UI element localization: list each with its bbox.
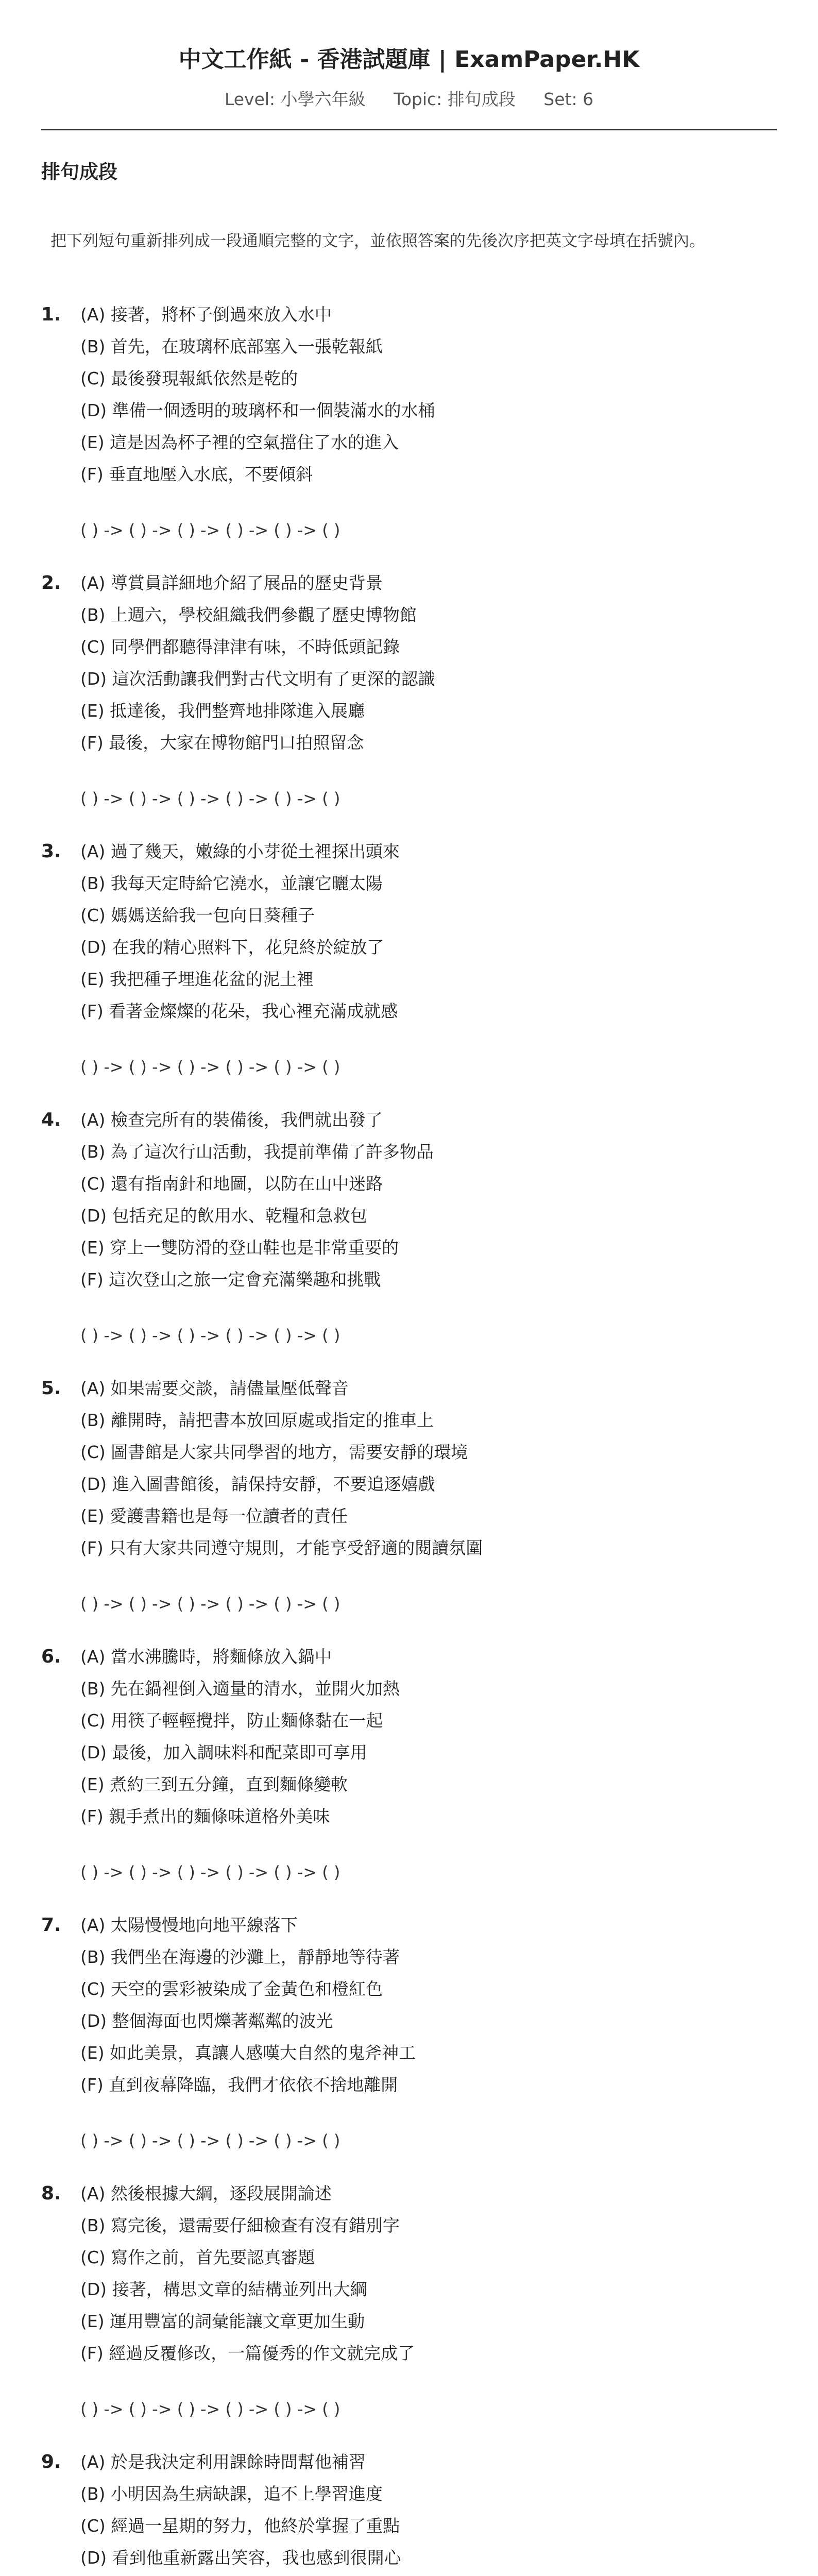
question-number: 7. [41, 1914, 61, 1936]
option-d: (D) 最後，加入調味料和配菜即可享用 [80, 1742, 367, 1762]
option-list [80, 2181, 415, 2373]
option-c: (C) 最後發現報紙依然是乾的 [80, 368, 298, 388]
option-b: (B) 為了這次行山活動，我提前準備了許多物品 [80, 1142, 434, 1162]
option-a: (A) 如果需要交談，請儘量壓低聲音 [80, 1378, 349, 1398]
option-e: (E) 抵達後，我們整齊地排隊進入展廳 [80, 701, 365, 721]
question-number: 5. [41, 1378, 61, 1399]
option-f: (F) 看著金燦燦的花朵，我心裡充滿成就感 [80, 1001, 398, 1021]
option-e: (E) 愛護書籍也是每一位讀者的責任 [80, 1506, 348, 1526]
question-number: 4. [41, 1109, 61, 1130]
option-d: (D) 準備一個透明的玻璃杯和一個裝滿水的水桶 [80, 400, 435, 420]
option-c: (C) 經過一星期的努力，他終於掌握了重點 [80, 2516, 400, 2536]
option-list [80, 302, 435, 494]
question-number: 8. [41, 2183, 61, 2204]
option-f: (F) 直到夜幕降臨，我們才依依不捨地離開 [80, 2075, 398, 2095]
option-a: (A) 然後根據大綱，逐段展開論述 [80, 2183, 332, 2204]
option-d: (D) 整個海面也閃爍著粼粼的波光 [80, 2011, 333, 2031]
question-number: 2. [41, 572, 61, 594]
option-e: (E) 穿上一雙防滑的登山鞋也是非常重要的 [80, 1238, 399, 1258]
option-d: (D) 看到他重新露出笑容，我也感到很開心 [80, 2548, 401, 2568]
option-f: (F) 這次登山之旅一定會充滿樂趣和挑戰 [80, 1269, 381, 1290]
option-b: (B) 先在鍋裡倒入適量的清水，並開火加熱 [80, 1679, 400, 1699]
option-a: (A) 過了幾天，嫩綠的小芽從土裡探出頭來 [80, 841, 400, 861]
option-e: (E) 這是因為杯子裡的空氣擋住了水的進入 [80, 432, 399, 452]
worksheet-header [41, 0, 777, 130]
section-instruction: 把下列短句重新排列成一段通順完整的文字，並依照答案的先後次序把英文字母填在括號內。 [50, 232, 705, 250]
option-e: (E) 我把種子埋進花盆的泥土裡 [80, 969, 314, 989]
option-b: (B) 首先，在玻璃杯底部塞入一張乾報紙 [80, 336, 383, 357]
option-d: (D) 在我的精心照料下，花兒終於綻放了 [80, 937, 384, 957]
worksheet-meta [41, 89, 777, 110]
option-e: (E) 運用豐富的詞彙能讓文章更加生動 [80, 2311, 365, 2331]
option-b: (B) 離開時，請把書本放回原處或指定的推車上 [80, 1410, 434, 1430]
option-d: (D) 接著，構思文章的結構並列出大綱 [80, 2279, 367, 2299]
answer-blanks[interactable]: ( ) -> ( ) -> ( ) -> ( ) -> ( ) -> ( ) [80, 520, 340, 540]
option-a: (A) 於是我決定利用課餘時間幫他補習 [80, 2452, 366, 2472]
answer-blanks[interactable]: ( ) -> ( ) -> ( ) -> ( ) -> ( ) -> ( ) [80, 1594, 340, 1614]
topic-label: Topic: 排句成段 [394, 89, 516, 109]
option-c: (C) 圖書館是大家共同學習的地方，需要安靜的環境 [80, 1442, 468, 1462]
option-list [80, 1376, 483, 1568]
option-c: (C) 寫作之前，首先要認真審題 [80, 2247, 315, 2267]
option-a: (A) 導賞員詳細地介紹了展品的歷史背景 [80, 573, 383, 593]
option-d: (D) 這次活動讓我們對古代文明有了更深的認識 [80, 669, 435, 689]
question-number: 9. [41, 2451, 61, 2472]
option-c: (C) 天空的雲彩被染成了金黃色和橙紅色 [80, 1979, 383, 1999]
option-d: (D) 包括充足的飲用水、乾糧和急救包 [80, 1206, 367, 1226]
option-f: (F) 垂直地壓入水底，不要傾斜 [80, 464, 313, 484]
option-c: (C) 還有指南針和地圖，以防在山中迷路 [80, 1174, 383, 1194]
answer-blanks[interactable]: ( ) -> ( ) -> ( ) -> ( ) -> ( ) -> ( ) [80, 789, 340, 808]
question-number: 6. [41, 1646, 61, 1667]
option-e: (E) 如此美景，真讓人感嘆大自然的鬼斧神工 [80, 2043, 416, 2063]
question-number: 1. [41, 304, 61, 325]
option-d: (D) 進入圖書館後，請保持安靜，不要追逐嬉戲 [80, 1474, 435, 1494]
option-list [80, 839, 400, 1031]
section-title: 排句成段 [41, 161, 117, 183]
option-list [80, 1108, 434, 1299]
answer-blanks[interactable]: ( ) -> ( ) -> ( ) -> ( ) -> ( ) -> ( ) [80, 2131, 340, 2150]
option-a: (A) 接著，將杯子倒過來放入水中 [80, 304, 332, 325]
option-c: (C) 媽媽送給我一包向日葵種子 [80, 905, 315, 925]
page-title: 中文工作紙 - 香港試題庫 | ExamPaper.HK [178, 46, 640, 73]
option-b: (B) 小明因為生病缺課，追不上學習進度 [80, 2484, 383, 2504]
option-a: (A) 檢查完所有的裝備後，我們就出發了 [80, 1110, 383, 1130]
option-f: (F) 親手煮出的麵條味道格外美味 [80, 1806, 330, 1826]
option-b: (B) 上週六，學校組織我們參觀了歷史博物館 [80, 605, 417, 625]
answer-blanks[interactable]: ( ) -> ( ) -> ( ) -> ( ) -> ( ) -> ( ) [80, 1057, 340, 1077]
option-list [80, 571, 435, 762]
answer-blanks[interactable]: ( ) -> ( ) -> ( ) -> ( ) -> ( ) -> ( ) [80, 2399, 340, 2419]
option-f: (F) 最後，大家在博物館門口拍照留念 [80, 733, 364, 753]
option-b: (B) 寫完後，還需要仔細檢查有沒有錯別字 [80, 2215, 400, 2235]
set-label: Set: 6 [543, 89, 594, 109]
option-e: (E) 煮約三到五分鐘，直到麵條變軟 [80, 1774, 348, 1794]
option-list [80, 2450, 401, 2576]
question-number: 3. [41, 841, 61, 862]
level-label: Level: 小學六年級 [224, 89, 366, 109]
option-b: (B) 我每天定時給它澆水，並讓它曬太陽 [80, 873, 383, 893]
option-f: (F) 經過反覆修改，一篇優秀的作文就完成了 [80, 2343, 415, 2363]
option-c: (C) 同學們都聽得津津有味，不時低頭記錄 [80, 637, 400, 657]
option-list [80, 1645, 400, 1836]
option-list [80, 1913, 416, 2105]
answer-blanks[interactable]: ( ) -> ( ) -> ( ) -> ( ) -> ( ) -> ( ) [80, 1326, 340, 1345]
option-f: (F) 只有大家共同遵守規則，才能享受舒適的閱讀氛圍 [80, 1538, 483, 1558]
option-c: (C) 用筷子輕輕攪拌，防止麵條黏在一起 [80, 1710, 383, 1731]
option-a: (A) 太陽慢慢地向地平線落下 [80, 1915, 298, 1935]
option-b: (B) 我們坐在海邊的沙灘上，靜靜地等待著 [80, 1947, 400, 1967]
answer-blanks[interactable]: ( ) -> ( ) -> ( ) -> ( ) -> ( ) -> ( ) [80, 1862, 340, 1882]
option-a: (A) 當水沸騰時，將麵條放入鍋中 [80, 1647, 332, 1667]
